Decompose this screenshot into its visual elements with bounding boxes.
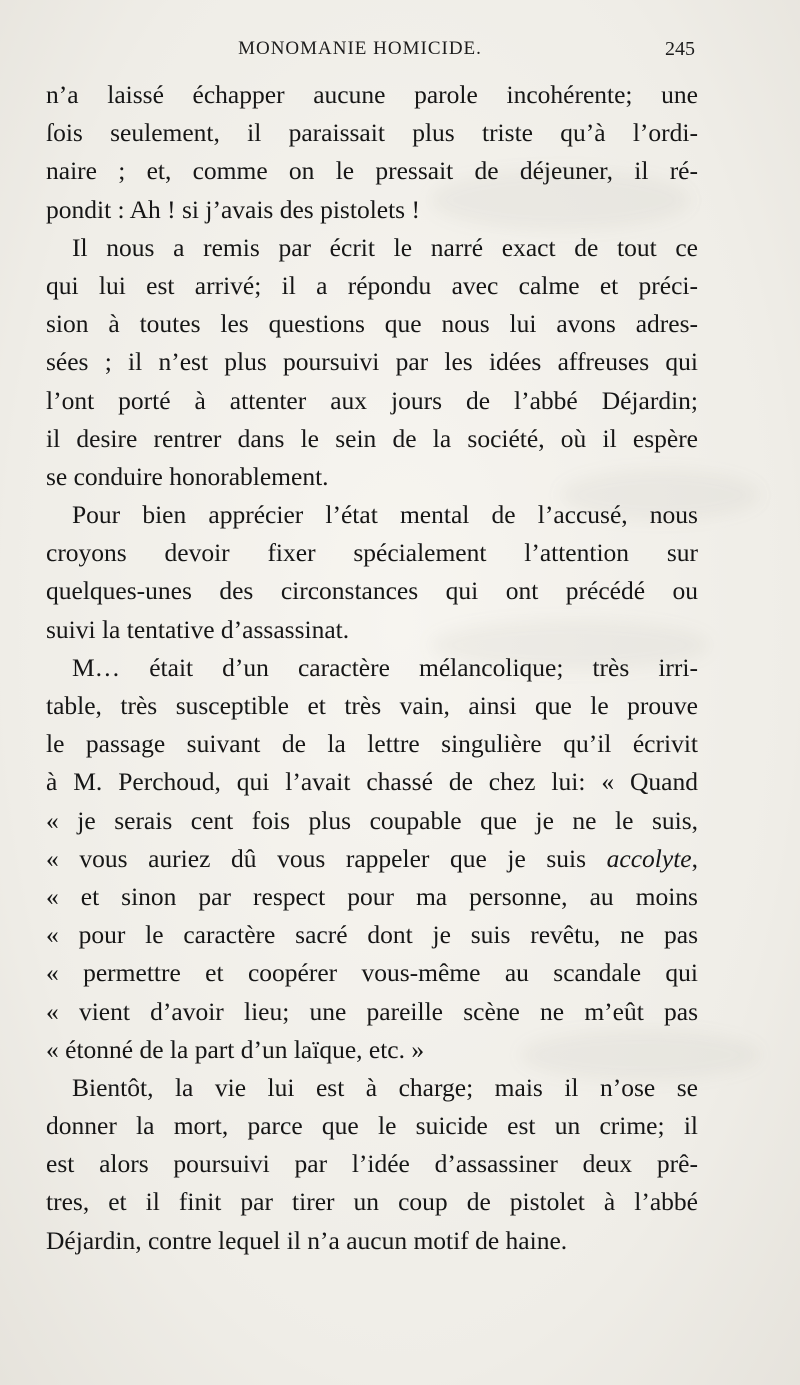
text-line: « et sinon par respect pour ma personne, au moins <box>46 881 698 911</box>
text-line: il desire rentrer dans le sein de la société, où il espère <box>46 423 698 453</box>
text-line: tres, et il finit par tirer un coup de pistolet à l’abbé <box>46 1187 698 1217</box>
italic-word: accolyte <box>606 843 692 873</box>
text-line: « pour le caractère sacré dont je suis revêtu, ne pas <box>46 920 698 950</box>
text-line: table, très susceptible et très vain, ainsi que le prouve <box>46 691 698 720</box>
page-number: 245 <box>665 38 695 60</box>
text-line: Pour bien apprécier l’état mental de l’accusé, nous <box>72 500 698 530</box>
text-line: pondit : Ah ! si j’avais des pistolets ! <box>46 194 420 224</box>
text-line: « vient d’avoir lieu; une pareille scène ne m’eût pas <box>46 996 698 1026</box>
text-line: M… était d’un caractère mélancolique; très irri- <box>72 652 698 682</box>
page-header <box>0 34 800 68</box>
text-line: « permettre et coopérer vous-même au scandale qui <box>46 958 698 988</box>
text-line: donner la mort, parce que le suicide est un crime; il <box>46 1111 698 1141</box>
text-line: « étonné de la part d’un laïque, etc. » <box>46 1034 425 1064</box>
text-line: qui lui est arrivé; il a répondu avec calme et préci- <box>46 270 698 300</box>
text-line: le passage suivant de la lettre singulière qu’il écrivit <box>46 729 698 759</box>
text-line: naire ; et, comme on le pressait de déjeuner, il ré- <box>46 156 698 186</box>
text-line: se conduire honorablement. <box>46 461 329 491</box>
text-line: à M. Perchoud, qui l’avait chassé de chez lui: « Quand <box>46 767 698 797</box>
body-text <box>46 76 698 1260</box>
text-line: sées ; il n’est plus poursuivi par les idées affreuses qui <box>46 347 698 377</box>
running-head: MONOMANIE HOMICIDE. <box>238 38 482 59</box>
text-line: « je serais cent fois plus coupable que je ne le suis, <box>46 805 698 835</box>
text-line: n’a laissé échapper aucune parole incohérente; une <box>46 80 698 109</box>
text-line: Déjardin, contre lequel il n’a aucun motif de haine. <box>46 1225 568 1255</box>
text-line: sion à toutes les questions que nous lui avons adres- <box>46 309 698 339</box>
text-line: quelques-unes des circonstances qui ont précédé ou <box>46 576 698 606</box>
text-line: est alors poursuivi par l’idée d’assassiner deux prê- <box>46 1149 698 1179</box>
text-line: l’ont porté à attenter aux jours de l’abbé Déjardin; <box>46 385 698 415</box>
text-line: « vous auriez dû vous rappeler que je suis accolyte, <box>46 843 698 873</box>
text-line: suivi la tentative d’assassinat. <box>46 614 350 644</box>
text-line: croyons devoir fixer spécialement l’attention sur <box>46 538 698 568</box>
text-line: ſois seulement, il paraissait plus triste qu’à l’ordi- <box>46 118 698 148</box>
text-line: Il nous a remis par écrit le narré exact de tout ce <box>72 232 698 262</box>
text-line: Bientôt, la vie lui est à charge; mais il n’ose se <box>72 1072 698 1102</box>
